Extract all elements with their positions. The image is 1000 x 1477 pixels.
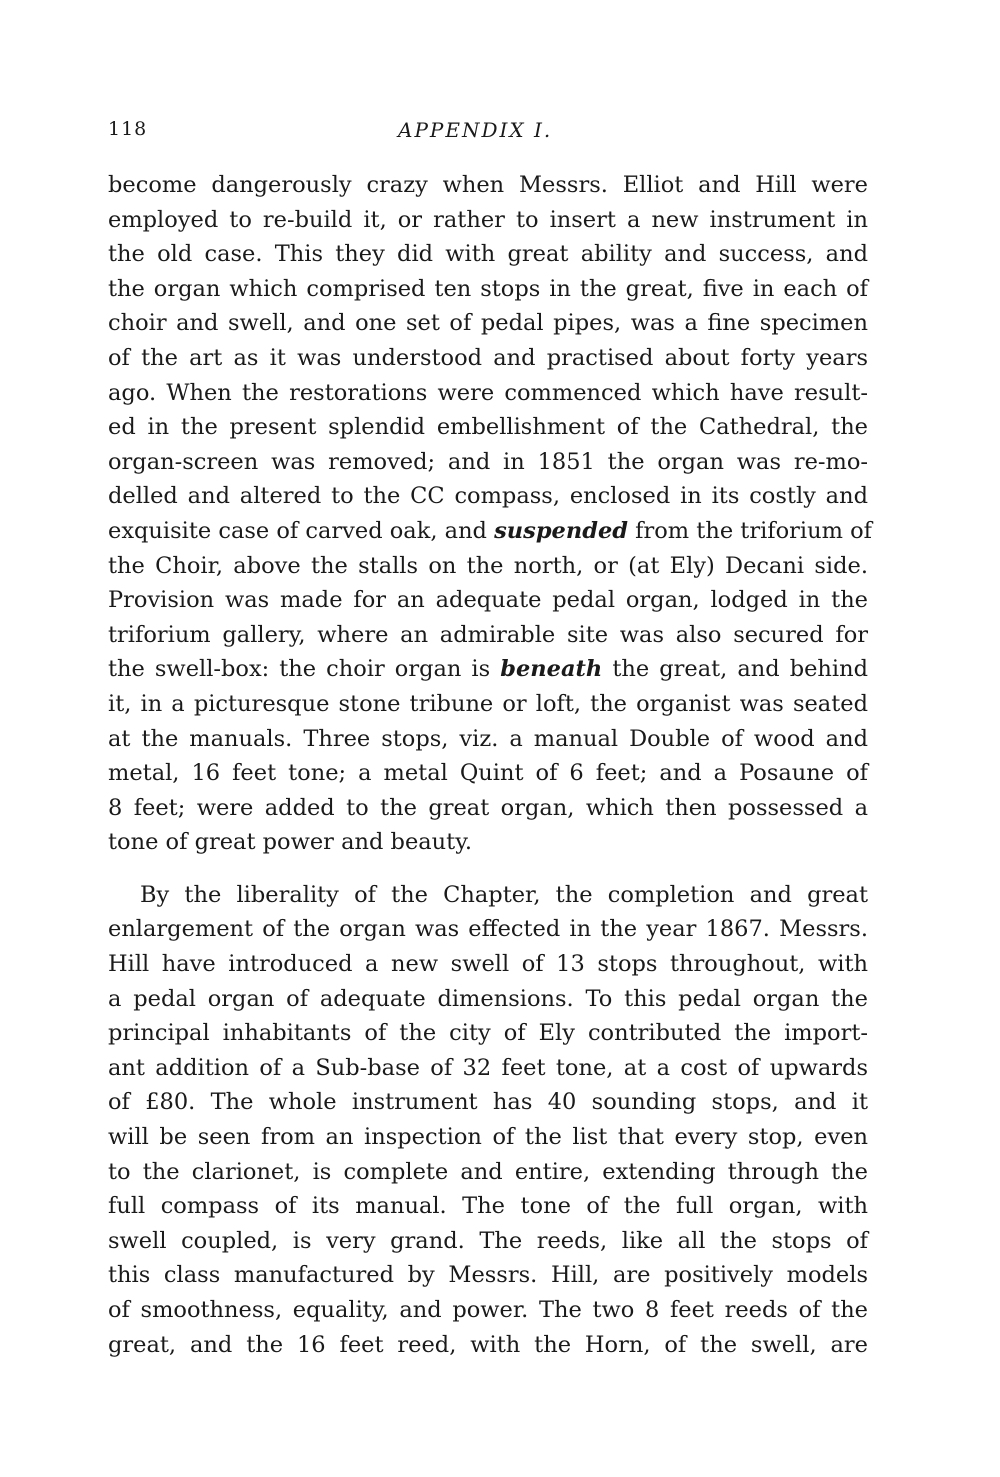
text-line: the old case. This they did with great ability and success, and [108, 241, 868, 268]
text-line: the organ which comprised ten stops in the great, five in each of [108, 275, 868, 302]
text-line: Hill have introduced a new swell of 13 stops throughout, with [108, 951, 868, 978]
text-line-with-emphasis [108, 652, 868, 687]
text-line: choir and swell, and one set of pedal pipes, was a fine specimen [108, 310, 868, 337]
body-text [108, 168, 872, 1362]
line-segment: from the triforium of [628, 517, 872, 544]
text-line: of smoothness, equality, and power. The two 8 feet reeds of the [108, 1297, 868, 1323]
text-line: Provision was made for an adequate pedal organ, lodged in the [108, 587, 868, 614]
text-line: the Choir, above the stalls on the north, or (at Ely) Decani side. [108, 552, 868, 579]
text-line: swell coupled, is very grand. The reeds, like all the stops of [108, 1227, 868, 1254]
running-head: APPENDIX I. [398, 118, 553, 142]
text-line: this class manufactured by Messrs. Hill, are positively models [108, 1262, 868, 1289]
text-line: enlargement of the organ was effected in the year 1867. Messrs. [108, 916, 868, 943]
text-line: triforium gallery, where an admirable site was also secured for [108, 621, 868, 648]
emphasis-suspended: suspended [494, 517, 629, 544]
text-line: will be seen from an inspection of the list that every stop, even [108, 1124, 868, 1151]
text-line: to the clarionet, is complete and entire, extending through the [108, 1158, 868, 1185]
line-segment: exquisite case of carved oak, and [108, 517, 495, 544]
text-line: ago. When the restorations were commenced which have result- [108, 379, 868, 406]
paragraph-1 [108, 168, 872, 860]
page-header [108, 118, 868, 148]
text-line: ed in the present splendid embellishment of the Cathedral, the [108, 414, 868, 441]
text-line-with-emphasis [108, 514, 872, 549]
text-line: great, and the 16 feet reed, with the Horn, of the swell, are [108, 1331, 868, 1358]
emphasis-beneath: beneath [500, 656, 603, 683]
text-line: By the liberality of the Chapter, the completion and great [140, 881, 868, 908]
text-line: metal, 16 feet tone; a metal Quint of 6 feet; and a Posaune of [108, 760, 868, 787]
text-line: become dangerously crazy when Messrs. Elliot and Hill were [108, 172, 868, 198]
text-line: principal inhabitants of the city of Ely contributed the import- [108, 1020, 868, 1047]
text-line: of the art as it was understood and practised about forty years [108, 344, 868, 371]
text-line: employed to re-build it, or rather to insert a new instrument in [108, 206, 868, 233]
paragraph-gap [108, 860, 868, 878]
text-line: a pedal organ of adequate dimensions. To this pedal organ the [108, 985, 868, 1012]
text-line: of £80. The whole instrument has 40 sounding stops, and it [108, 1089, 868, 1116]
paragraph-2 [108, 878, 868, 1362]
text-line: tone of great power and beauty. [108, 829, 473, 856]
line-segment: the swell-box: the choir organ is [108, 656, 501, 683]
page-number: 118 [108, 118, 148, 140]
text-line: it, in a picturesque stone tribune or loft, the organist was seated [108, 690, 868, 717]
text-line: ant addition of a Sub-base of 32 feet tone, at a cost of upwards [108, 1054, 868, 1081]
text-line: at the manuals. Three stops, viz. a manual Double of wood and [108, 725, 868, 752]
text-line: 8 feet; were added to the great organ, which then possessed a [108, 794, 868, 821]
text-line: full compass of its manual. The tone of the full organ, with [108, 1193, 868, 1220]
text-line: organ-screen was removed; and in 1851 the organ was re-mo- [108, 448, 868, 475]
line-segment: the great, and behind [602, 656, 868, 683]
text-line: delled and altered to the CC compass, enclosed in its costly and [108, 483, 868, 510]
